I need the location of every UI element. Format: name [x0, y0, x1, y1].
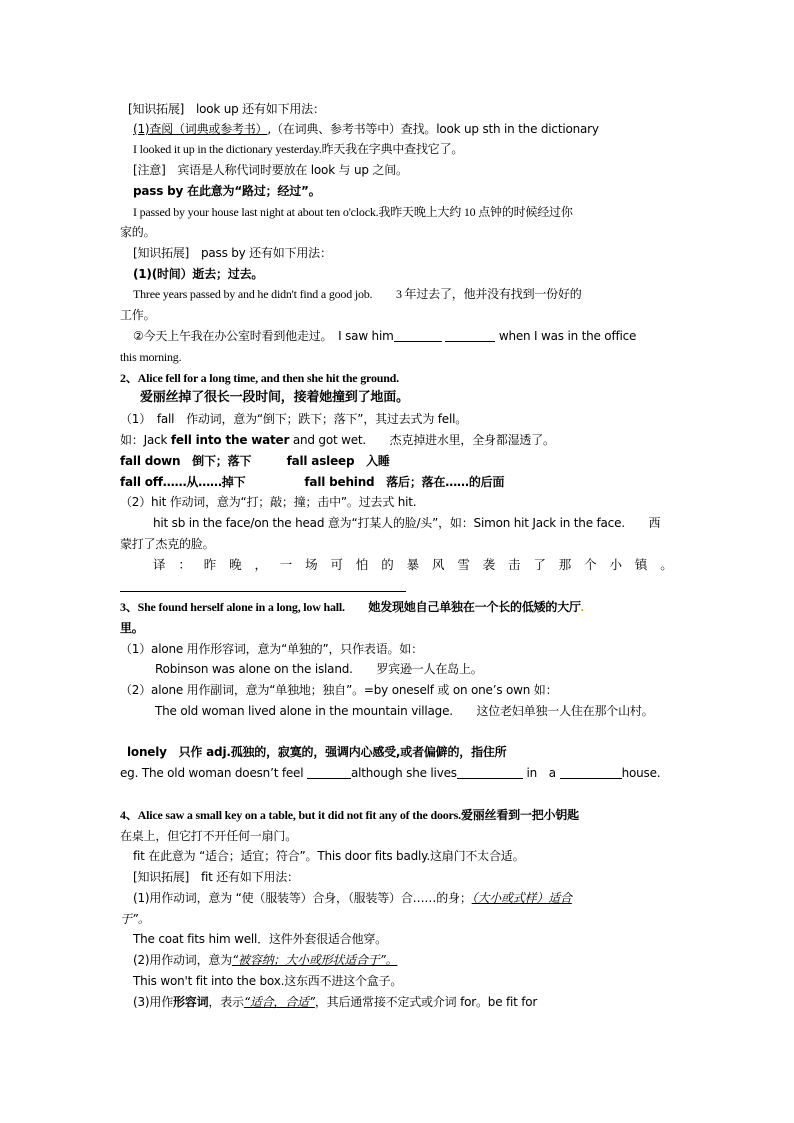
passby-exercise-cont: this morning.: [120, 350, 182, 364]
translation-char: 那: [558, 557, 572, 572]
fall-example-phrase: fell into the water: [170, 433, 290, 447]
fit-explanation: fit 在此意为 “适合；适宜；符合”。This door fits badly.这扇门不太合适。: [133, 849, 525, 863]
section-3-title-cont: 里。: [120, 621, 144, 635]
alone-adv-explanation: （2）alone 用作副词，意为“单独地；独自”。=by oneself 或 on one’s own 如：: [120, 683, 558, 697]
passby-usage-example: Three years passed by and he didn't find a good job. 3 年过去了，他并没有找到一份好的: [133, 287, 582, 301]
lonely-explanation: lonely 只作 adj.孤独的，寂寞的，强调内心感受,或者偏僻的，指住所: [127, 745, 507, 759]
alone-adj-example: Robinson was alone on the island. 罗宾逊一人在岛上。: [155, 662, 483, 676]
section-3-title-mark: .: [580, 600, 584, 614]
fall-example-rest: and got wet. 杰克掉进水里，全身都湿透了。: [289, 433, 555, 447]
fit-usage-2-text: (2)用作动词，意为: [133, 953, 232, 967]
fit-usage-2-example: This won't fit into the box.这东西不进这个盒子。: [133, 974, 403, 988]
section-2-translation: 爱丽丝掉了很长一段时间，接着她撞到了地面。: [140, 390, 409, 405]
passby-heading: pass by 在此意为“路过；经过”。: [133, 184, 321, 198]
fall-phrases-1: fall down 倒下；落下 fall asleep 入睡: [120, 454, 390, 468]
lookup-usage-1-rest: ,（在词典、参考书等中）查找。look up sth in the dictionary: [267, 122, 599, 136]
passby-usage-1: (1)(时间）逝去；过去。: [133, 267, 264, 281]
hit-explanation: （2）hit 作动词，意为“打；敲；撞；击中”。过去式 hit.: [120, 495, 417, 509]
translation-char: 了: [533, 557, 546, 572]
section-2-title: 2、Alice fell for a long time, and then she hit the ground.: [120, 371, 399, 385]
fit-usage-3-text: (3)用作: [133, 995, 173, 1009]
alone-adj-explanation: （1）alone 用作形容词，意为“单独的”，只作表语。如：: [120, 642, 423, 656]
passby-exercise-rest: when I was in the office: [498, 329, 637, 343]
lonely-exercise-mid-2: in a: [526, 766, 556, 780]
translation-char: 袭: [482, 557, 496, 572]
fit-usage-3: [133, 994, 537, 1010]
knowledge-expansion-passby: [知识拓展] pass by 还有如下用法：: [133, 246, 332, 260]
fit-usage-1-cont: 于”。: [120, 912, 150, 926]
lonely-exercise: [120, 765, 660, 781]
passby-example-cont: 家的。: [120, 225, 156, 239]
translation-char: 的: [381, 557, 394, 572]
translation-exercise: [153, 557, 673, 573]
section-4-title: 4、Alice saw a small key on a table, but it did not fit any of the doors.爱丽丝看到一把小钥匙: [120, 808, 579, 822]
hit-example-cont: 蒙打了杰克的脸。: [120, 537, 215, 551]
passby-example: I passed by your house last night at about ten o'clock.我昨天晚上大约 10 点钟的时候经过你: [133, 205, 573, 219]
fit-usage-1: [133, 890, 572, 906]
section-4-title-cont: 在桌上，但它打不开任何一扇门。: [120, 829, 298, 843]
translation-char: ：: [178, 557, 191, 572]
passby-exercise-prompt: ②今天上午我在办公室时看到他走过。 I saw him: [133, 329, 394, 343]
translation-char: 怕: [355, 557, 369, 572]
fit-usage-1-example: The coat fits him well．这件外套很适合他穿。: [133, 932, 387, 946]
translation-char: 风: [431, 557, 445, 572]
translation-char: 雪: [457, 557, 470, 572]
fit-usage-3-mid: ，表示: [208, 995, 244, 1009]
knowledge-expansion-fit: [知识拓展] fit 还有如下用法：: [133, 870, 299, 884]
passby-usage-example-cont: 工作。: [120, 308, 156, 322]
translation-char: 场: [305, 557, 318, 572]
fall-example: [120, 432, 555, 448]
translation-char: 一: [279, 557, 293, 572]
translation-char: ，: [254, 557, 267, 572]
alone-adv-example: The old woman lived alone in the mountain village. 这位老妇单独一人住在那个山村。: [155, 704, 654, 718]
answer-line[interactable]: [120, 591, 406, 592]
fit-usage-2: [133, 952, 397, 968]
translation-char: 晚: [229, 557, 242, 572]
lonely-exercise-prompt: eg. The old woman doesn’t feel: [120, 766, 304, 780]
translation-char: 小: [609, 557, 622, 572]
translation-char: 译: [153, 557, 166, 572]
translation-char: 可: [330, 557, 344, 572]
fit-usage-2-underlined: “被容纳；大小或形状适合于”。: [232, 953, 398, 967]
lonely-exercise-end: house.: [621, 766, 661, 780]
knowledge-expansion-lookup: [知识拓展] look up 还有如下用法：: [128, 102, 325, 116]
lookup-usage-1-underlined: (1)查阅（词典或参考书）: [133, 122, 268, 136]
fit-usage-3-underlined: “适合，合适”: [243, 995, 315, 1009]
translation-char: 暴: [406, 557, 420, 572]
section-3-title: [120, 599, 584, 615]
lookup-note: [注意] 宾语是人称代词时要放在 look 与 up 之间。: [133, 163, 408, 177]
answer-blank[interactable]: [307, 766, 351, 779]
section-3-title-text: 3、She found herself alone in a long, low hall. 她发现她自己单独在一个长的低矮的大厅: [120, 600, 581, 614]
translation-char: 击: [508, 557, 521, 572]
fall-explanation: （1） fall 作动词，意为“倒下；跌下；落下”，其过去式为 fell。: [120, 412, 468, 426]
fall-phrases-2: fall off……从……掉下 fall behind 落后；落在……的后面: [120, 475, 505, 489]
lookup-usage-1: [133, 121, 599, 137]
translation-char: 昨: [203, 557, 217, 572]
fit-usage-1-underlined: （大小或式样）适合: [471, 891, 572, 905]
passby-exercise: [133, 328, 636, 344]
answer-blank[interactable]: [394, 329, 442, 342]
fit-usage-3-bold: 形容词: [173, 995, 209, 1009]
answer-blank[interactable]: [560, 766, 622, 779]
lonely-exercise-mid: although she lives: [350, 766, 457, 780]
fit-usage-1-text: (1)用作动词，意为 “使（服装等）合身，（服装等）合……的身；: [133, 891, 472, 905]
lookup-example: I looked it up in the dictionary yesterday.昨天我在字典中查找它了。: [133, 142, 464, 156]
answer-blank[interactable]: [457, 766, 523, 779]
fit-usage-3-rest: ，其后通常接不定式或介词 for。be fit for: [314, 995, 538, 1009]
answer-blank[interactable]: [445, 329, 495, 342]
translation-char: 。: [660, 557, 673, 572]
fall-example-prefix: 如：Jack: [120, 433, 171, 447]
translation-char: 镇: [634, 557, 648, 572]
hit-example: hit sb in the face/on the head 意为“打某人的脸/头”，如：Simon hit Jack in the face. 西: [153, 516, 661, 530]
translation-char: 个: [584, 557, 597, 572]
